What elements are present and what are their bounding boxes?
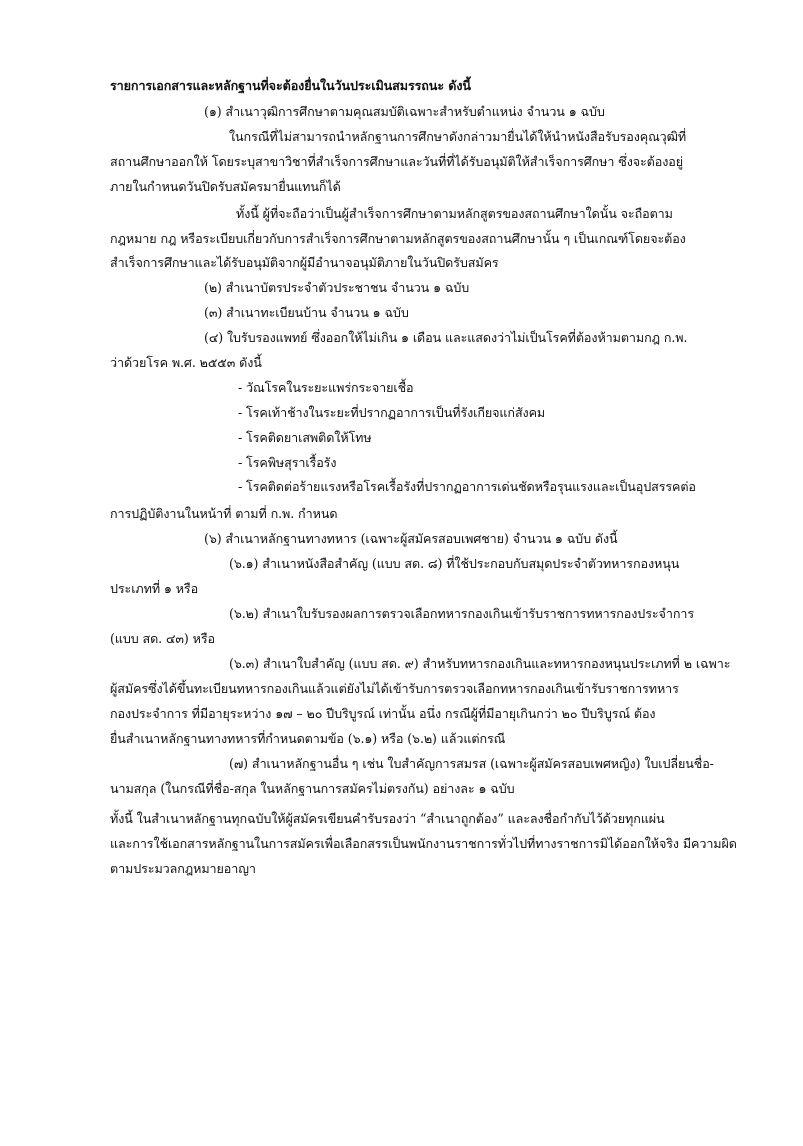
disease-item: - โรคติดยาเสพติดให้โทษ (238, 430, 372, 445)
item-1-text: สถานศึกษาออกให้ โดยระบุสาขาวิชาที่สำเร็จการศึกษาและวันที่ที่ได้รับอนุมัติให้สำเร็จการศึกษา ซึ่งจะต้องอยู่ (110, 154, 684, 169)
disease-item-cont: การปฏิบัติงานในหน้าที่ ตามที่ ก.พ. กำหนด (110, 506, 338, 521)
item-7-other-documents: (๗) สำเนาหลักฐานอื่น ๆ เช่น ใบสำคัญการสมรส (เฉพาะผู้สมัครสอบเพศหญิง) ใบเปลี่ยนชื่อ- (229, 756, 714, 771)
item-6-3-cont: ผู้สมัครซึ่งได้ขึ้นทะเบียนทหารกองเกินแล้วแต่ยังไม่ได้เข้ารับการตรวจเลือกทหารกองเกินเข้ารับราชการทหาร (110, 681, 679, 696)
item-6-1: (๖.๑) สำเนาหนังสือสำคัญ (แบบ สด. ๘) ที่ใช้ประกอบกับสมุดประจำตัวทหารกองหนุน (229, 556, 680, 571)
item-1-text: ในกรณีที่ไม่สามารถนำหลักฐานการศึกษาดังกล่าวมายื่นได้ให้นำหนังสือรับรองคุณวุฒิที่ (229, 129, 687, 144)
item-6-3: (๖.๓) สำเนาใบสำคัญ (แบบ สด. ๙) สำหรับทหารกองเกินและทหารกองหนุนประเภทที่ ๒ เฉพาะ (229, 656, 731, 671)
item-3-house-registration: (๓) สำเนาทะเบียนบ้าน จำนวน ๑ ฉบับ (204, 305, 409, 320)
item-6-1-cont: ประเภทที่ ๑ หรือ (110, 581, 199, 596)
closing-note: ทั้งนี้ ในสำเนาหลักฐานทุกฉบับให้ผู้สมัครเขียนคำรับรองว่า “สำเนาถูกต้อง” และลงชื่อกำกับไว้ด้วยทุกแผ่น (110, 811, 665, 826)
item-6-2: (๖.๒) สำเนาใบรับรองผลการตรวจเลือกทหารกองเกินเข้ารับราชการทหารกองประจำการ (229, 606, 695, 621)
item-1-note: สำเร็จการศึกษาและได้รับอนุมัติจากผู้มีอำนาจอนุมัติภายในวันปิดรับสมัคร (110, 255, 499, 270)
item-7-cont: นามสกุล (ในกรณีที่ชื่อ-สกุล ในหลักฐานการสมัครไม่ตรงกัน) อย่างละ ๑ ฉบับ (110, 781, 515, 796)
item-1-education: (๑) สำเนาวุฒิการศึกษาตามคุณสมบัติเฉพาะสำหรับตำแหน่ง จำนวน ๑ ฉบับ (204, 104, 605, 119)
item-2-id-card: (๒) สำเนาบัตรประจำตัวประชาชน จำนวน ๑ ฉบับ (204, 280, 470, 295)
closing-note: และการใช้เอกสารหลักฐานในการสมัครเพื่อเลือกสรรเป็นพนักงานราชการทั่วไปที่ทางราชการมิได้ออกให้จริง มีความผิด (110, 836, 737, 851)
item-1-text: ภายในกำหนดวันปิดรับสมัครมายื่นแทนก็ได้ (110, 179, 341, 194)
item-1-note: ทั้งนี้ ผู้ที่จะถือว่าเป็นผู้สำเร็จการศึกษาตามหลักสูตรของสถานศึกษาใดนั้น จะถือตาม (236, 206, 673, 221)
disease-item: - โรคเท้าช้างในระยะที่ปรากฏอาการเป็นที่รังเกียจแก่สังคม (238, 405, 546, 420)
document-heading: รายการเอกสารและหลักฐานที่จะต้องยื่นในวันประเมินสมรรถนะ ดังนี้ (110, 78, 471, 93)
item-6-military: (๖) สำเนาหลักฐานทางทหาร (เฉพาะผู้สมัครสอบเพศชาย) จำนวน ๑ ฉบับ ดังนี้ (204, 531, 618, 546)
disease-item: - โรคติดต่อร้ายแรงหรือโรคเรื้อรังที่ปรากฏอาการเด่นชัดหรือรุนแรงและเป็นอุปสรรคต่อ (238, 479, 696, 494)
item-6-2-cont: (แบบ สด. ๔๓) หรือ (110, 631, 215, 646)
item-4-medical-certificate: (๔) ใบรับรองแพทย์ ซึ่งออกให้ไม่เกิน ๑ เดือน และแสดงว่าไม่เป็นโรคที่ต้องห้ามตามกฎ ก.พ. (204, 330, 688, 345)
closing-note: ตามประมวลกฎหมายอาญา (110, 861, 256, 876)
disease-item: - โรคพิษสุราเรื้อรัง (238, 455, 337, 470)
item-6-3-cont: กองประจำการ ที่มีอายุระหว่าง ๑๗ – ๒๐ ปีบริบูรณ์ เท่านั้น อนึ่ง กรณีผู้ที่มีอายุเกินกว่า ๒๐ ปีบริบูรณ์ ต้อง (110, 706, 656, 721)
item-4-text: ว่าด้วยโรค พ.ศ. ๒๕๕๓ ดังนี้ (110, 355, 262, 370)
item-1-note: กฎหมาย กฎ หรือระเบียบเกี่ยวกับการสำเร็จการศึกษาตามหลักสูตรของสถานศึกษานั้น ๆ เป็นเกณฑ์โดยจะต้อง (110, 231, 686, 246)
disease-item: - วัณโรคในระยะแพร่กระจายเชื้อ (238, 380, 414, 395)
item-6-3-cont: ยื่นสำเนาหลักฐานทางทหารที่กำหนดตามข้อ (๖.๑) หรือ (๖.๒) แล้วแต่กรณี (110, 731, 506, 746)
